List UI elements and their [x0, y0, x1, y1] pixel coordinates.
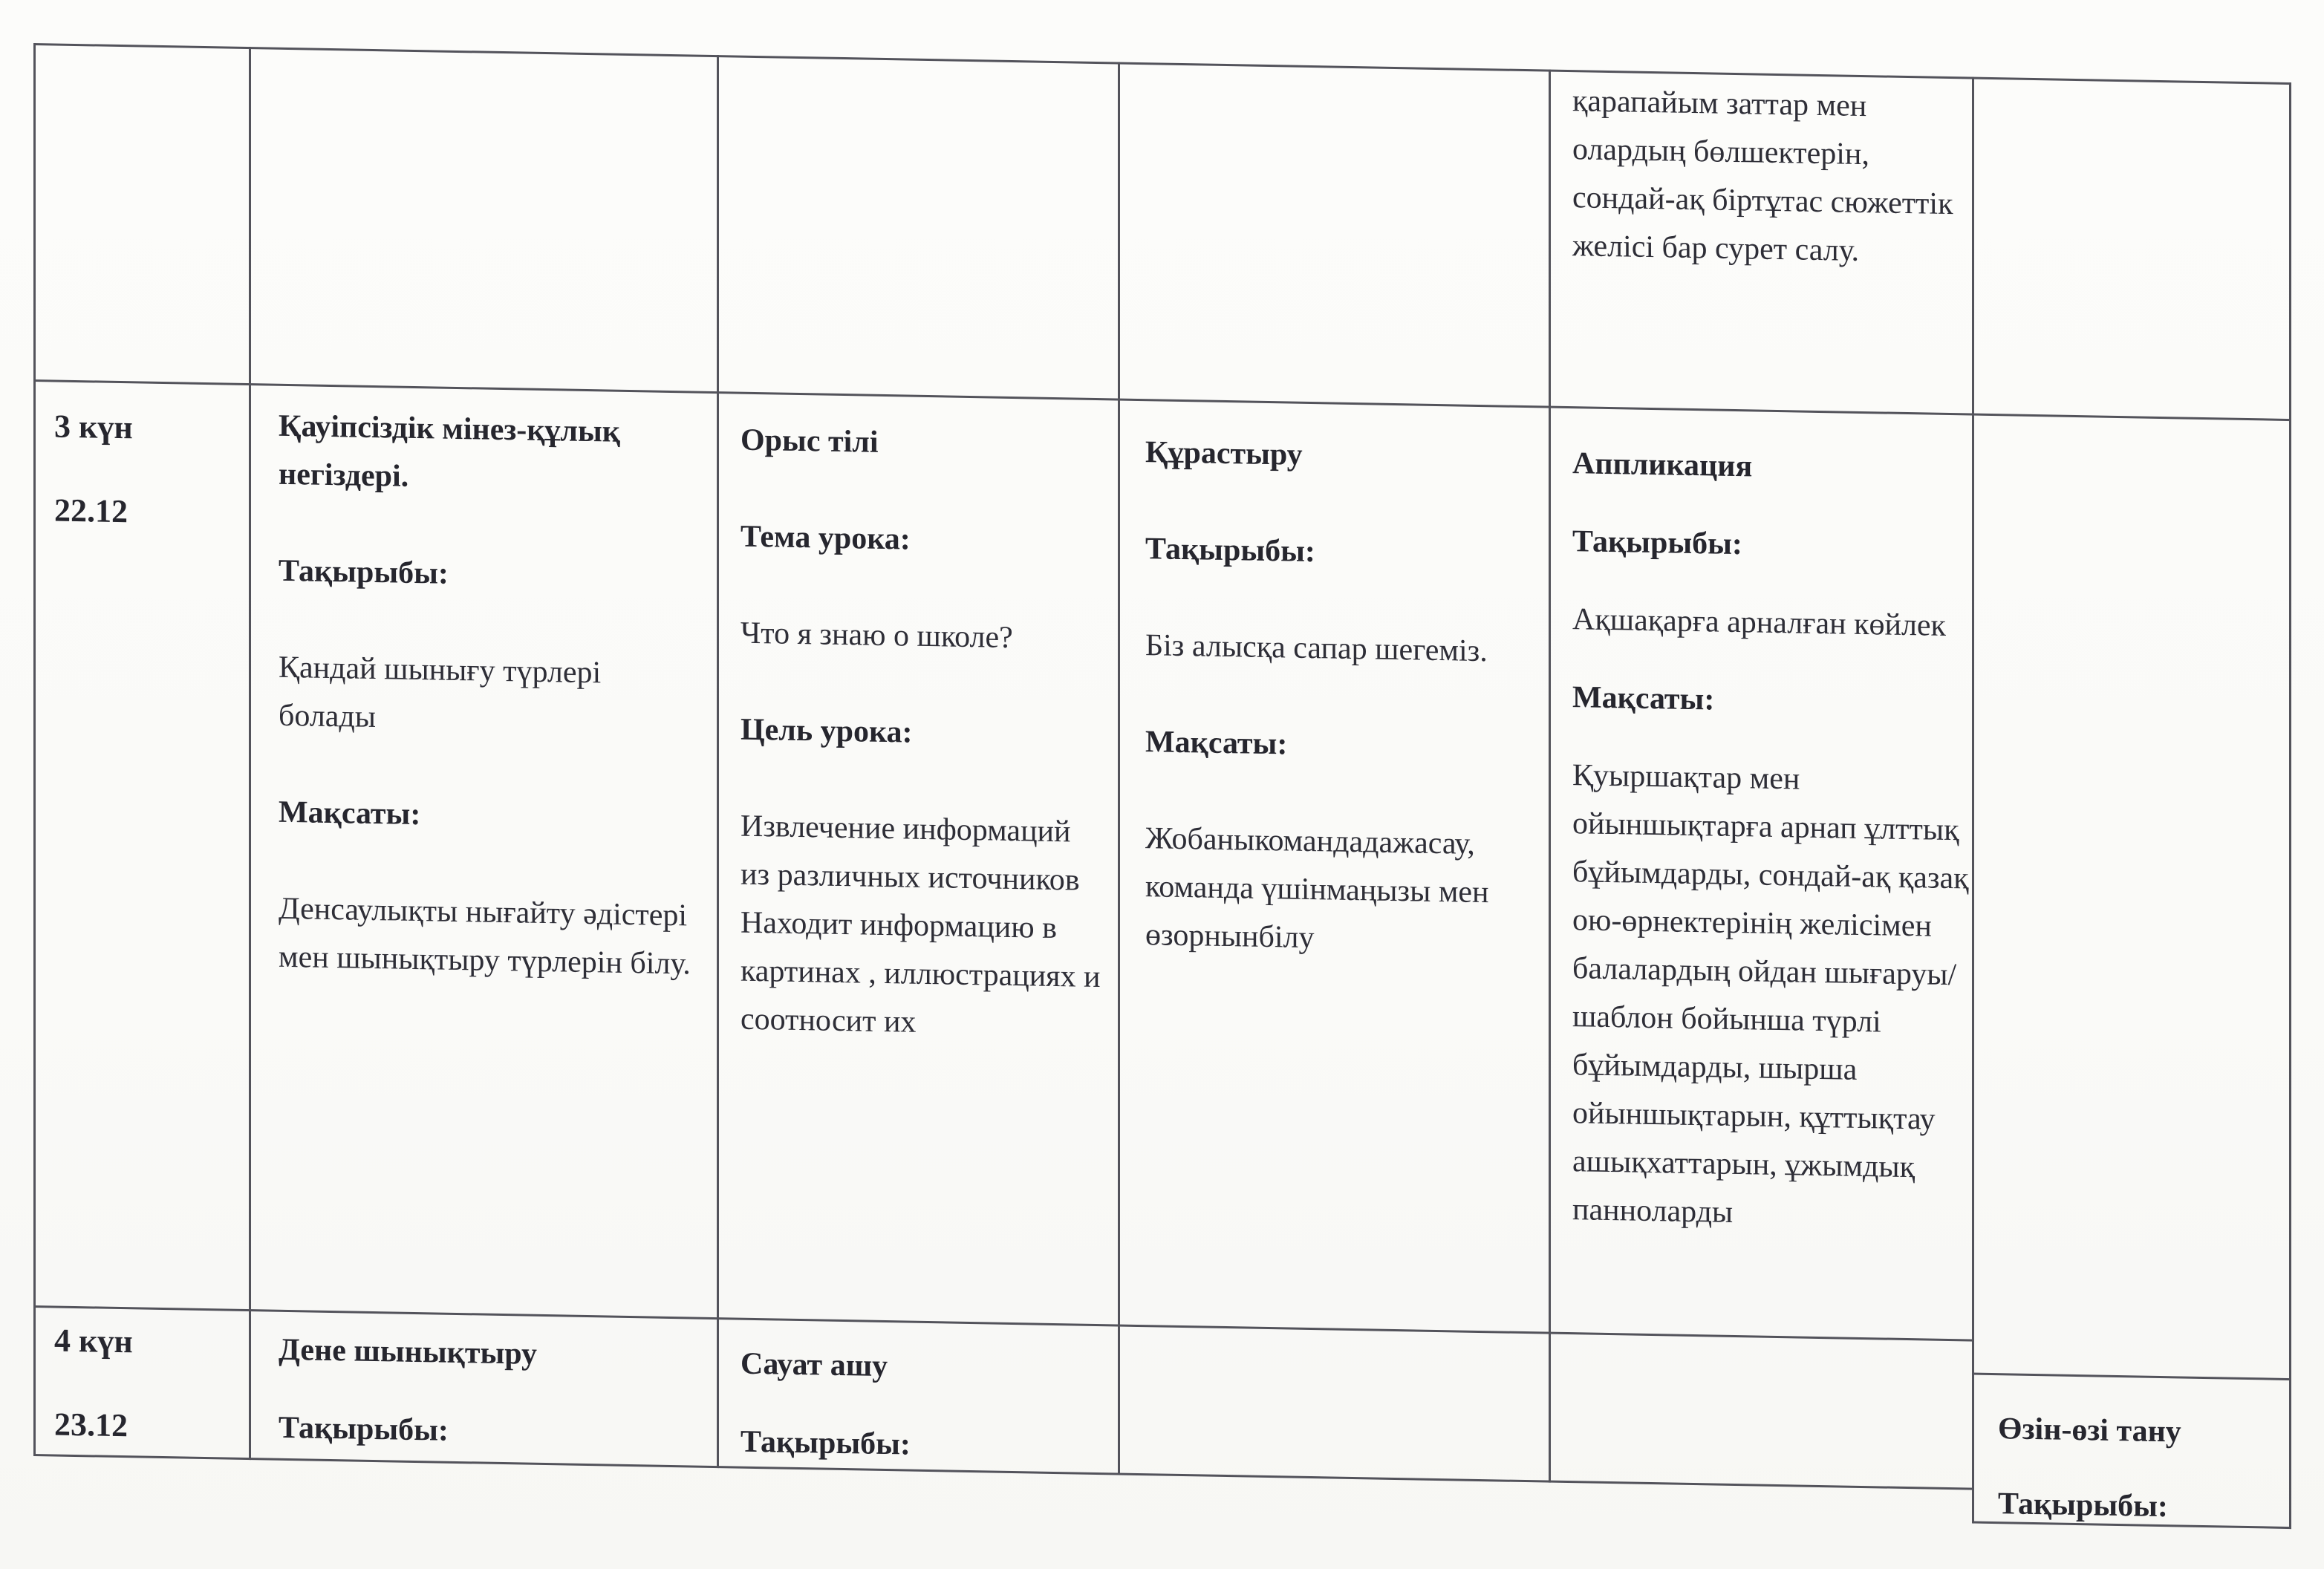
goal-label: Мақсаты: [279, 795, 421, 832]
cell-day4-selfknowledge-lesson [1998, 1405, 2274, 1533]
topic-label: Тақырыбы: [279, 553, 449, 591]
column-divider-4 [1549, 70, 1551, 1483]
row2-row3-divider-lastcol [1972, 1373, 2291, 1381]
topic-label: Тақырыбы: [1572, 524, 1742, 562]
table-left-border [33, 43, 36, 1456]
subject-title: Сауат ашу [741, 1346, 888, 1384]
cell-day3-date [54, 402, 231, 537]
day3-label: 3 күн [54, 408, 133, 446]
topic-text: Что я знаю о школе? [741, 616, 1013, 656]
subject-title: Өзін-өзі тану [1998, 1412, 2181, 1449]
subject-title: Орыс тілі [741, 423, 879, 460]
table-right-border [2289, 82, 2291, 1529]
cell-day3-safety-lesson [279, 402, 700, 989]
cell-day3-russian-lesson [741, 417, 1106, 1051]
goal-label: Мақсаты: [1145, 725, 1288, 762]
cell-day3-construction-lesson [1145, 428, 1528, 966]
topic-label: Тақырыбы: [279, 1410, 449, 1448]
subject-title: Құрастыру [1145, 435, 1303, 472]
cell-day4-date [54, 1316, 231, 1451]
column-divider-3 [1118, 62, 1120, 1475]
table-top-border [33, 43, 2291, 85]
lesson-plan-table [33, 43, 2291, 1560]
topic-label: Тақырыбы: [1145, 532, 1315, 570]
cell-day4-literacy-lesson [741, 1340, 1106, 1473]
goal-text: Жобаныкомандадажасау, команда үшінмаңызы мен өзорнынбілу [1145, 821, 1489, 956]
topic-text: Қандай шынығу түрлері болады [279, 650, 602, 735]
subject-title: Қауіпсіздік мінез-құлық негіздері. [279, 408, 620, 494]
subject-title: Дене шынықтыру [279, 1332, 538, 1371]
column-divider-day [249, 47, 251, 1460]
topic-text: Ақшақарға арналған көйлек [1572, 602, 1946, 643]
goal-text: Денсаулықты нығайту әдістері мен шынықтыру түрлерін білу. [279, 891, 691, 982]
cell-day3-applique-lesson [1572, 440, 1979, 1242]
day4-date: 23.12 [54, 1406, 128, 1444]
topic-text: Біз алысқа сапар шегеміз. [1145, 628, 1488, 669]
goal-label: Цель урока: [741, 712, 913, 750]
topic-label: Тақырыбы: [1998, 1487, 2168, 1524]
cell-day4-physical-lesson [279, 1326, 700, 1460]
topic-label: Тақырыбы: [741, 1424, 911, 1462]
carryover-text: қарапайым заттар мен олардың бөлшектерін, сондай-ақ біртұтас сюжеттік желісі бар сурет салу. [1572, 84, 1953, 268]
goal-label: Мақсаты: [1572, 680, 1715, 717]
day3-date: 22.12 [54, 492, 128, 530]
goal-text: Извлечение информаций из различных источников Находит информацию в картинах , иллюстрациях и соотносит их [741, 809, 1101, 1040]
day4-label: 4 күн [54, 1322, 133, 1360]
cell-carryover-art-task [1572, 77, 1979, 278]
goal-text: Қуыршақтар мен ойыншықтарға арнап ұлттық бұйымдарды, сондай-ақ қазақ ою-өрнектерінің желісімен балалардың ойдан шығаруы/шаблон бойынша түрлі бұйымдарды, шырша ойыншықтарын, құттықтау ашықхаттарын, ұжымдық панноларды [1572, 758, 1969, 1230]
subject-title: Аппликация [1572, 446, 1753, 484]
column-divider-2 [717, 55, 719, 1468]
topic-label: Тема урока: [741, 519, 911, 557]
